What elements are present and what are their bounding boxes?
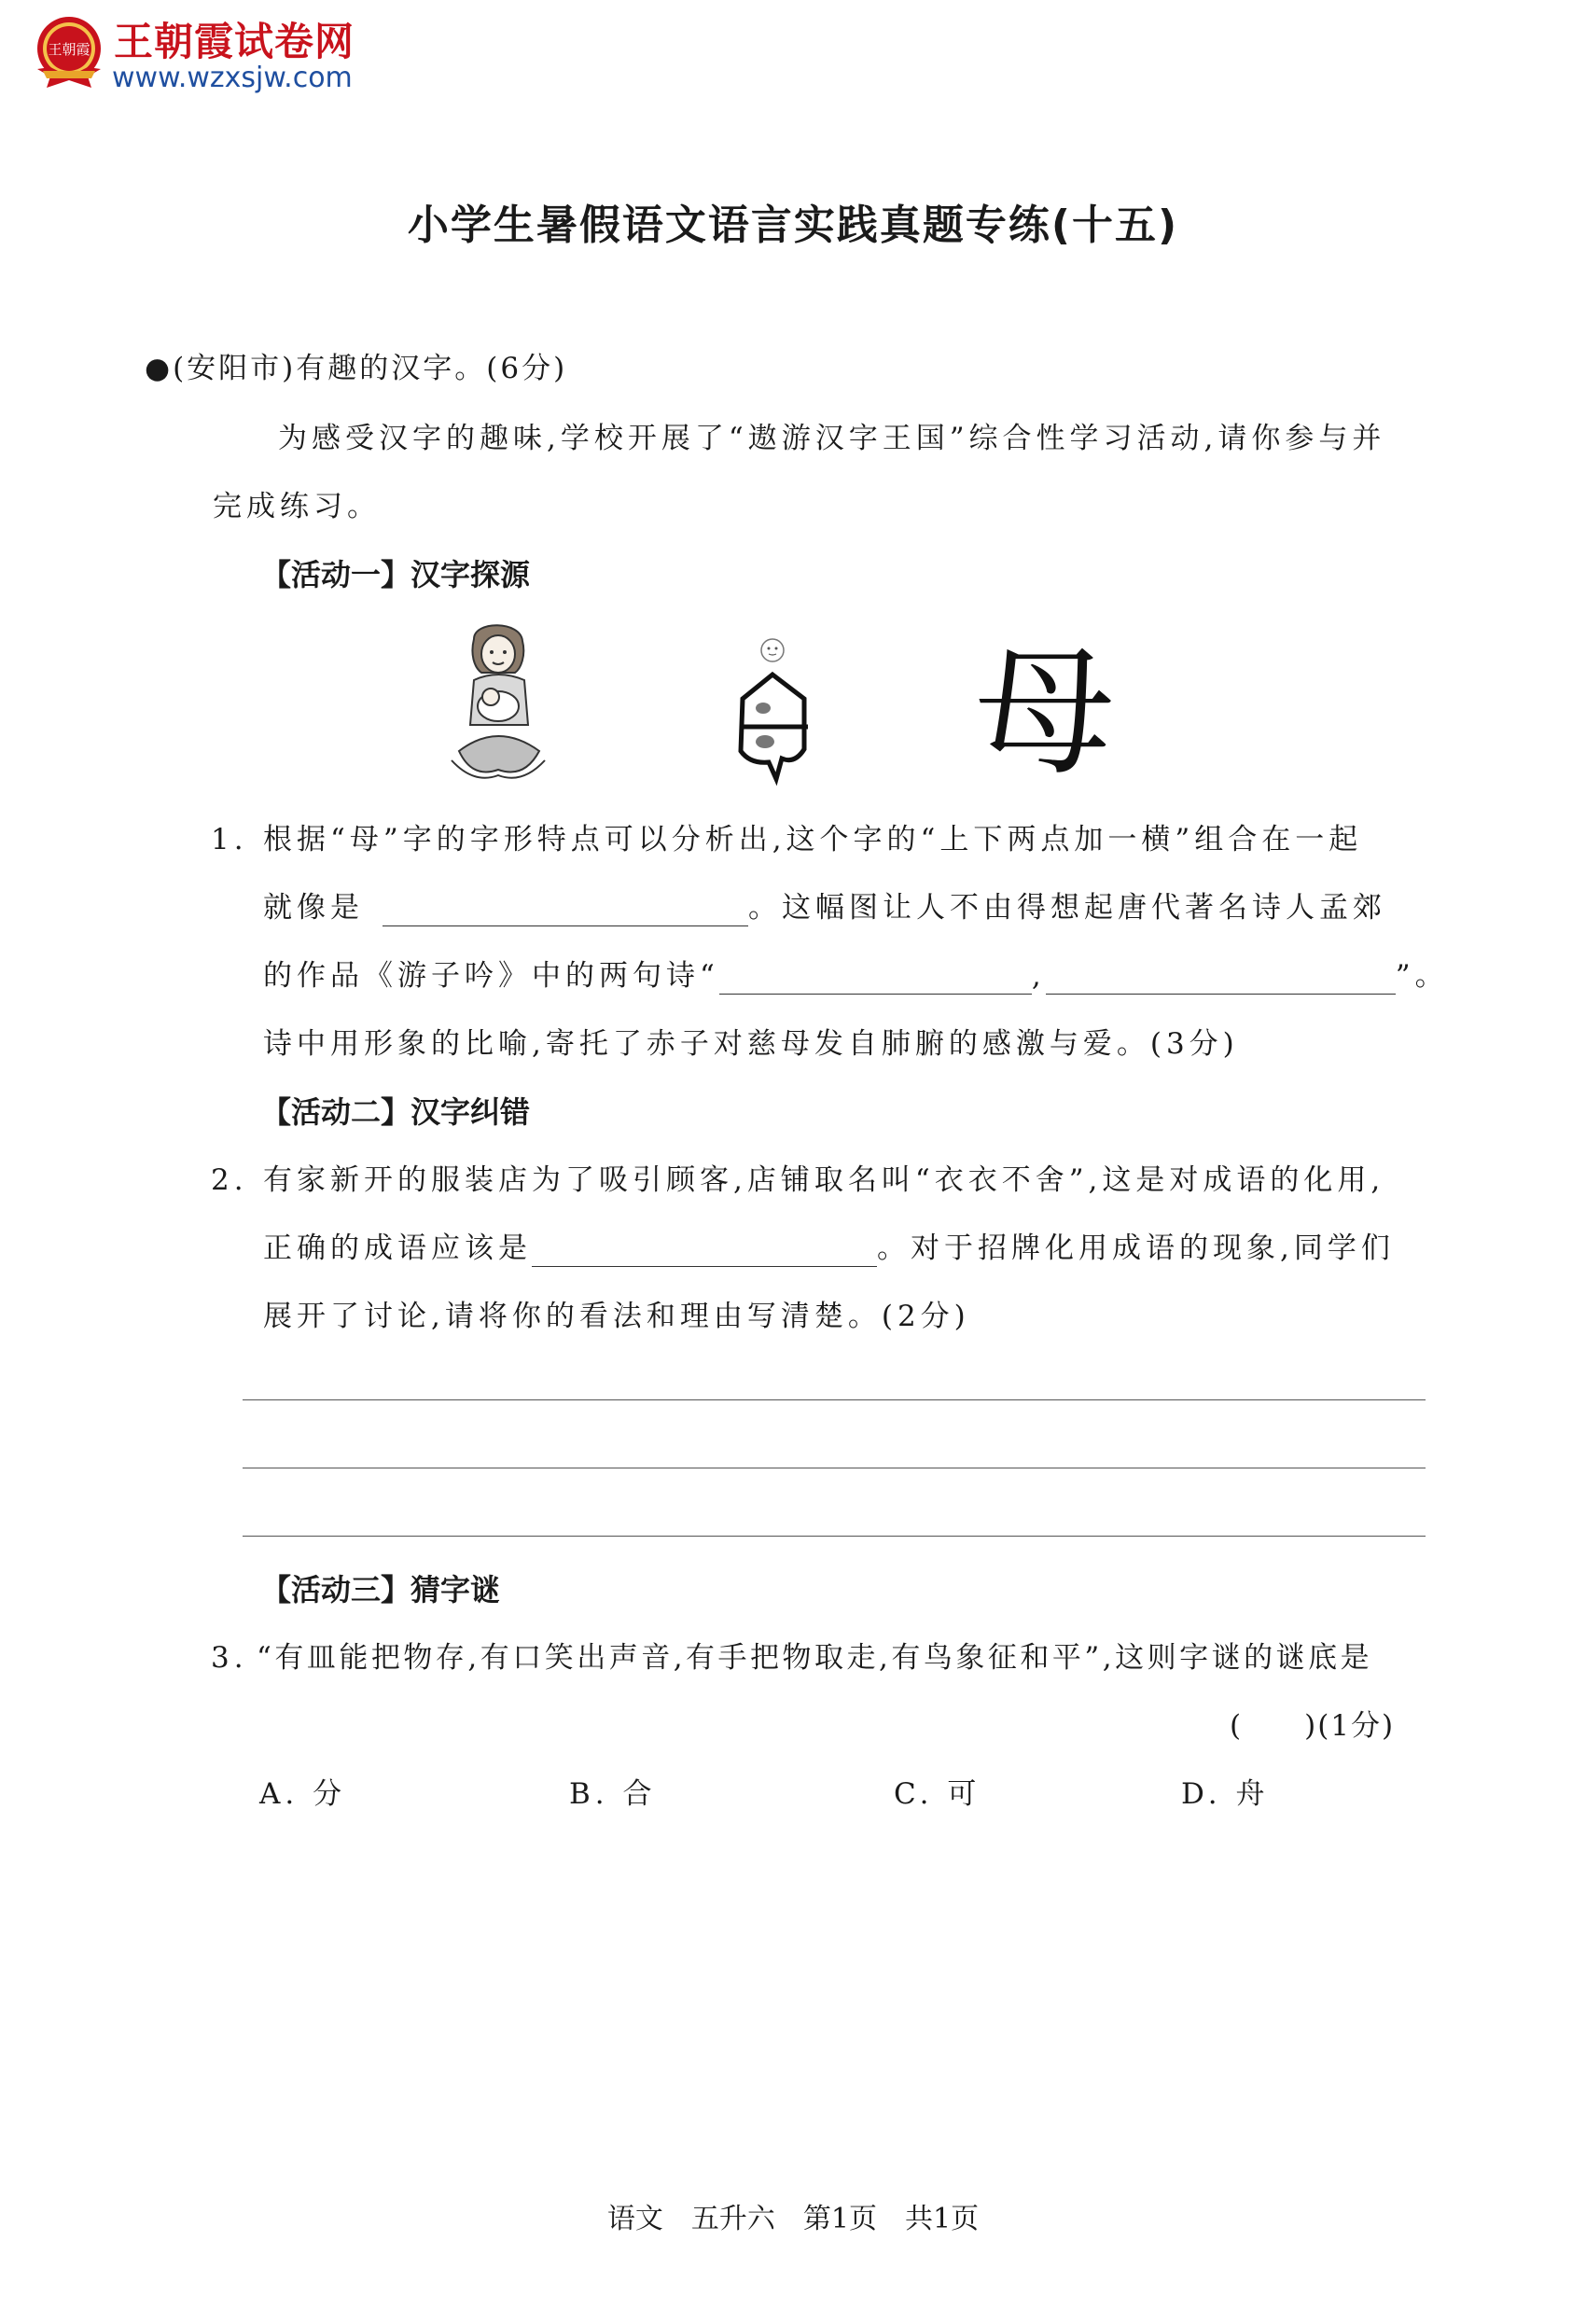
bullet: ● xyxy=(145,352,174,385)
q1-poem-blank-2[interactable] xyxy=(1046,966,1396,995)
q1-line-2 xyxy=(263,889,1386,926)
option-d[interactable]: D. 舟 xyxy=(1181,1777,1270,1811)
page-title: 小学生暑假语文语言实践真题专练(十五) xyxy=(407,202,1179,249)
q1-line-2-suffix: 。这幅图让人不由得想起唐代著名诗人孟郊 xyxy=(748,891,1386,925)
q1-answer-blank-1[interactable] xyxy=(383,898,748,926)
q2-line-1: 有家新开的服装店为了吸引顾客,店铺取名叫“衣衣不舍”,这是对成语的化用, xyxy=(263,1163,1385,1197)
option-b[interactable]: B. 合 xyxy=(569,1777,657,1811)
ancient-glyph-illustration xyxy=(728,637,817,786)
q2-number: 2. xyxy=(211,1163,248,1197)
q2-line-2-prefix: 正确的成语应该是 xyxy=(263,1232,532,1265)
q3-line-1: “有皿能把物存,有口笑出声音,有手把物取走,有鸟象征和平”,这则字谜的谜底是 xyxy=(257,1641,1373,1675)
q2-line-2 xyxy=(263,1230,1395,1267)
q2-line-3: 展开了讨论,请将你的看法和理由写清楚。(2分) xyxy=(263,1300,970,1333)
activity-1-heading: 【活动一】汉字探源 xyxy=(261,557,531,592)
option-a[interactable]: A. 分 xyxy=(259,1777,347,1811)
q2-idiom-blank[interactable] xyxy=(532,1238,877,1267)
brand-name: 王朝霞试卷网 xyxy=(114,19,355,64)
q1-line-4: 诗中用形象的比喻,寄托了赤子对慈母发自肺腑的感激与爱。(3分) xyxy=(263,1027,1239,1061)
intro-line-1: 为感受汉字的趣味,学校开展了“遨游汉字王国”综合性学习活动,请你参与并 xyxy=(278,422,1386,455)
page-footer: 语文 五升六 第1页 共1页 xyxy=(606,2203,980,2235)
q1-line-1: 根据“母”字的字形特点可以分析出,这个字的“上下两点加一横”组合在一起 xyxy=(263,823,1363,856)
q1-line-3-suffix: ”。 xyxy=(1395,959,1449,993)
q3-number: 3. xyxy=(211,1641,248,1675)
section-title: (安阳市)有趣的汉字。(6分) xyxy=(173,352,568,385)
q1-number: 1. xyxy=(211,823,248,856)
brand-logo xyxy=(28,11,110,93)
answer-line-3[interactable] xyxy=(243,1536,1426,1537)
section-label xyxy=(145,350,567,387)
q3-answer-paren[interactable]: ( )(1分) xyxy=(1230,1709,1396,1743)
activity-2-heading: 【活动二】汉字纠错 xyxy=(261,1094,531,1130)
modern-character-mu: 母 xyxy=(975,633,1116,795)
q2-line-2-suffix: 。对于招牌化用成语的现象,同学们 xyxy=(877,1232,1395,1265)
q1-poem-blank-1[interactable] xyxy=(719,966,1032,995)
q1-line-2-prefix: 就像是 xyxy=(263,891,364,925)
answer-line-1[interactable] xyxy=(243,1399,1426,1400)
mother-child-illustration xyxy=(446,620,550,785)
option-c[interactable]: C. 可 xyxy=(894,1777,981,1811)
logo-text: 王朝霞 xyxy=(48,41,90,58)
brand-url[interactable]: www.wzxsjw.com xyxy=(112,62,353,94)
intro-line-2: 完成练习。 xyxy=(213,490,381,523)
q1-line-3-prefix: 的作品《游子吟》中的两句诗“ xyxy=(263,959,719,993)
q1-line-3 xyxy=(263,957,1449,995)
q1-line-3-mid: , xyxy=(1031,959,1046,993)
activity-3-heading: 【活动三】猜字谜 xyxy=(261,1572,501,1607)
